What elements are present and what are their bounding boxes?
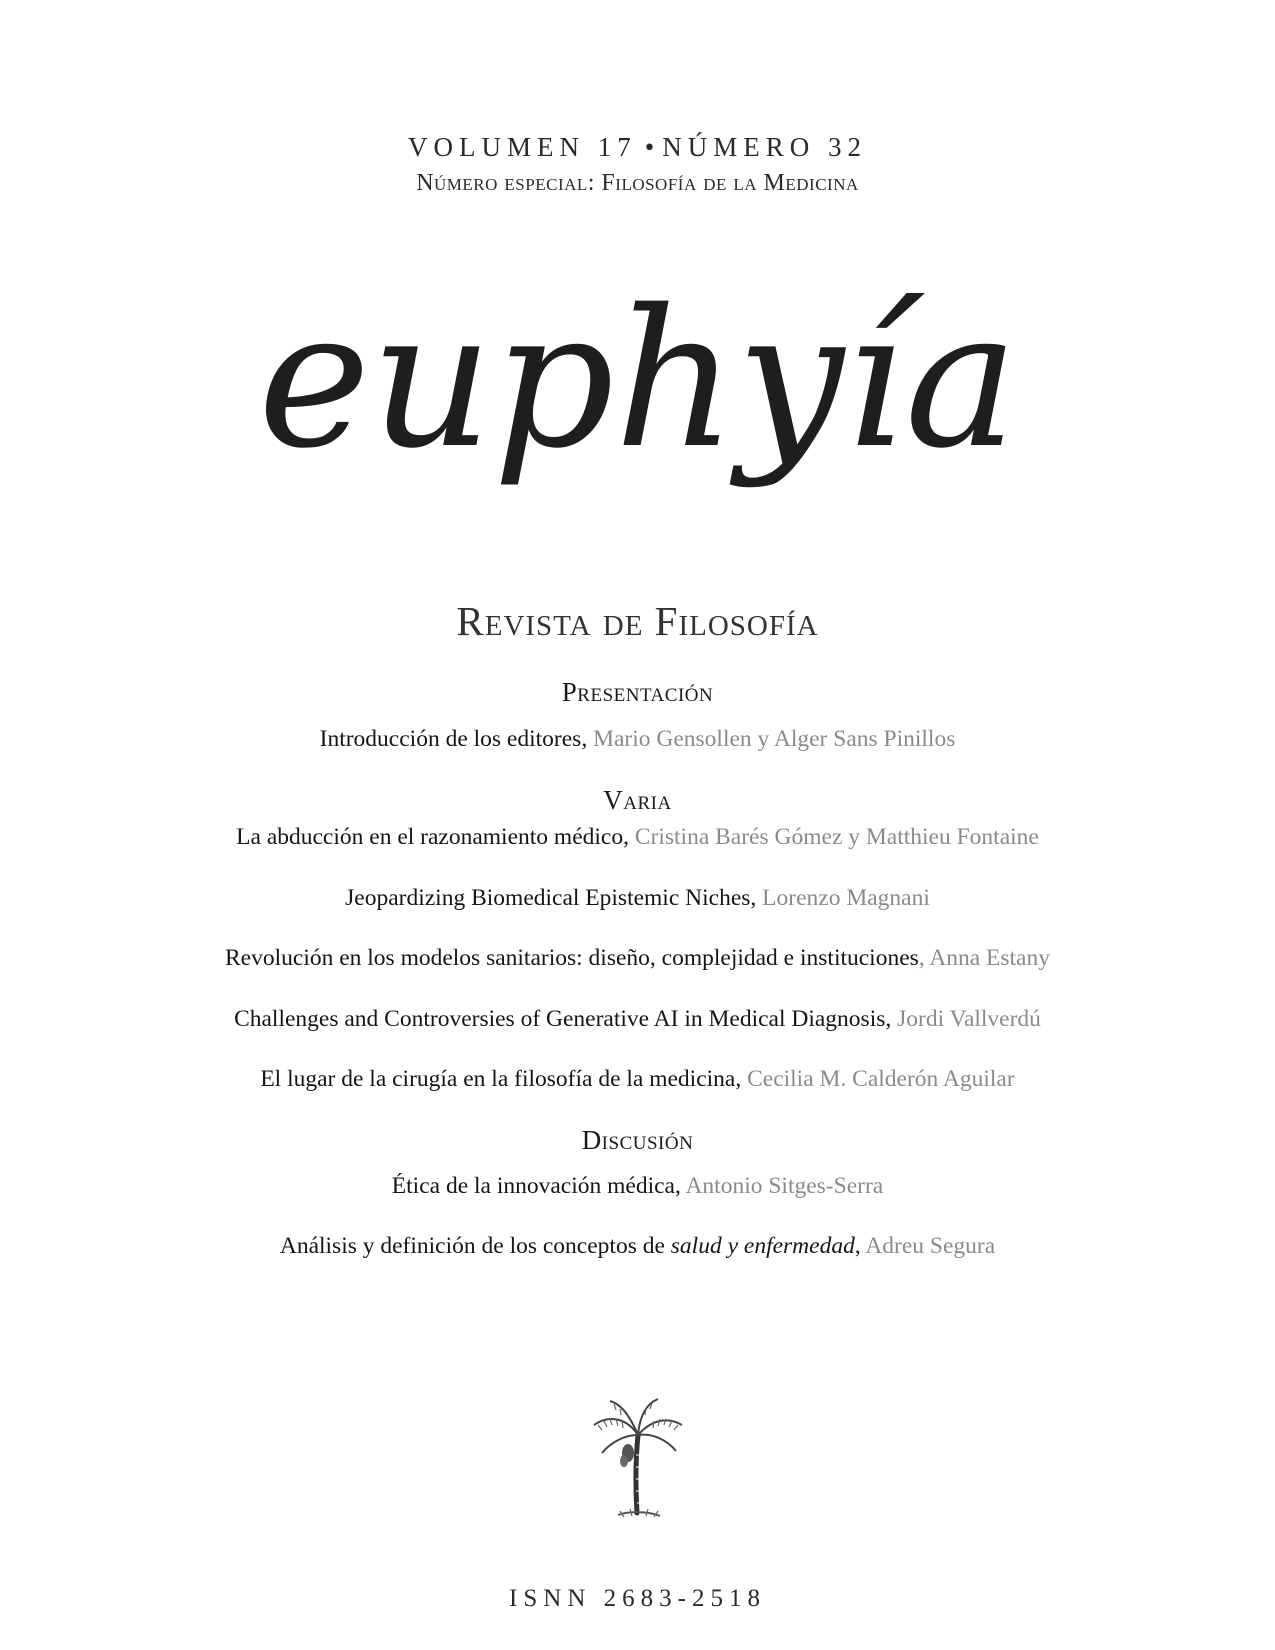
section-heading-presentacion: Presentación — [561, 677, 714, 707]
entry-title-emphasis: salud y enfermedad — [670, 1233, 855, 1259]
entry-author: Cristina Barés Gómez y Matthieu Fontaine — [634, 824, 1039, 850]
section-heading-discusion: Discusión — [581, 1125, 694, 1155]
entry-title: El lugar de la cirugía en la filosofía de la medicina, — [260, 1066, 748, 1092]
toc-entry-introduccion[interactable] — [0, 726, 1275, 753]
entry-title: La abducción en el razonamiento médico, — [236, 824, 635, 850]
toc-entry-revolucion[interactable] — [0, 945, 1275, 972]
entry-title: Ética de la innovación médica, — [391, 1173, 686, 1199]
entry-title: Jeopardizing Biomedical Epistemic Niches, — [345, 885, 763, 911]
palm-tree-icon — [588, 1395, 688, 1525]
logo-text: euphyía — [257, 269, 1018, 490]
entry-title: Challenges and Controversies of Generative AI in Medical Diagnosis, — [234, 1006, 898, 1032]
toc-entry-abduccion[interactable] — [0, 824, 1275, 851]
entry-author: Antonio Sitges-Serra — [685, 1173, 884, 1199]
volume-label: VOLUMEN 17 — [408, 132, 637, 162]
entry-author: Cecilia M. Calderón Aguilar — [747, 1066, 1015, 1092]
entry-title: Introducción de los editores, — [319, 726, 594, 752]
volume-number-line — [0, 132, 1275, 163]
bullet-separator: • — [644, 132, 655, 162]
journal-logo — [0, 269, 1275, 545]
entry-author: Jordi Vallverdú — [897, 1006, 1041, 1032]
toc-entry-analisis[interactable] — [0, 1233, 1275, 1260]
entry-author: Mario Gensollen y Alger Sans Pinillos — [593, 726, 956, 752]
toc-entry-cirugia[interactable] — [0, 1066, 1275, 1093]
entry-title: Análisis y definición de los conceptos de — [279, 1233, 671, 1259]
toc-entry-challenges[interactable] — [0, 1006, 1275, 1033]
entry-author: Adreu Segura — [865, 1233, 996, 1259]
issn-number: ISNN 2683-2518 — [509, 1585, 766, 1612]
number-label: NÚMERO 32 — [662, 132, 867, 162]
entry-title-suffix: , — [854, 1233, 866, 1259]
toc-entry-etica[interactable] — [0, 1173, 1275, 1200]
logo-wordmark — [257, 269, 1018, 545]
entry-author: , Anna Estany — [918, 945, 1050, 971]
entry-author: Lorenzo Magnani — [762, 885, 930, 911]
special-issue-line: Número especial: Filosofía de la Medicina — [416, 170, 859, 196]
toc-entry-jeopardizing[interactable] — [0, 885, 1275, 912]
entry-title: Revolución en los modelos sanitarios: diseño, complejidad e instituciones — [225, 945, 919, 971]
palm-tree-ornament — [0, 1395, 1275, 1525]
journal-subtitle: Revista de Filosofía — [456, 598, 819, 644]
section-heading-varia: Varia — [603, 785, 672, 815]
